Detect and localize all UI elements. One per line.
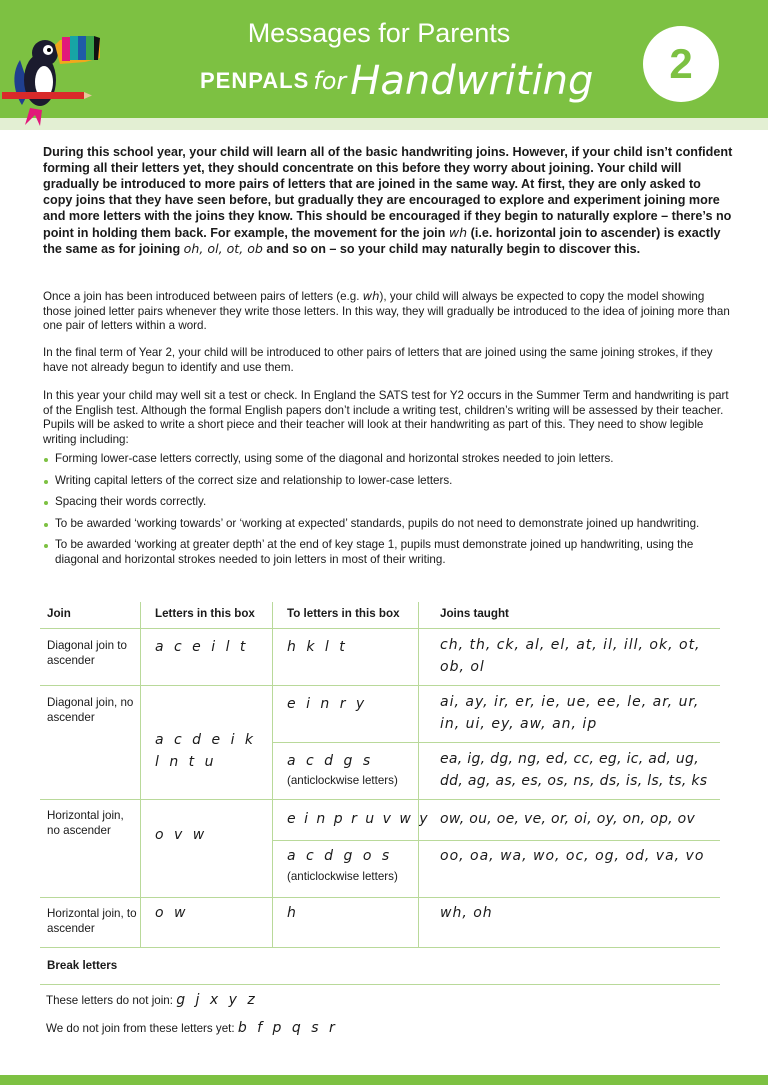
no-join-label: These letters do not join: [46,994,173,1007]
divider [140,602,141,947]
from-letters: a c e i l t [155,639,249,655]
intro-text: (i.e. horizontal join to ascender) is exactly the same as for joining [43,225,721,257]
join-type: Horizontal join, no ascender [47,809,124,837]
divider [418,602,419,947]
brand-subject: Handwriting [350,58,594,104]
divider [272,602,273,947]
page-title: Messages for Parents [247,18,511,48]
column-header-joins: Joins taught [440,607,509,620]
to-letters: h [287,905,297,921]
list-item: Writing capital letters of the correct size and relationship to lower-case letters. [43,474,733,489]
from-letters: o v w [155,827,208,843]
divider [40,685,720,686]
paragraph-text: Once a join has been introduced between pairs of letters (e.g. [43,290,363,303]
year-badge: 2 [643,26,719,102]
joins-taught: wh, oh [440,905,493,921]
no-join-letters: g j x y z [176,992,258,1008]
column-header-to: To letters in this box [287,607,400,620]
divider [40,984,720,985]
join-type: Diagonal join to ascender [47,639,127,667]
column-header-from: Letters in this box [155,607,255,620]
intro-text: and so on – so your child may naturally begin to discover this. [262,242,641,257]
not-yet-letters: b f p q s r [237,1020,338,1036]
footer-bar [0,1075,768,1085]
from-letters: a c d e i k l n t u [155,732,257,770]
list-item: Spacing their words correctly. [43,495,733,510]
to-letters: e i n r y [287,696,368,712]
brand-for: for [313,67,347,95]
no-join-row [46,993,258,1009]
joins-taught: ai, ay, ir, er, ie, ue, ee, le, ar, ur, in, ui, ey, aw, an, ip [440,694,700,732]
paragraph-sats: In this year your child may well sit a test or check. In England the SATS test for Y2 occurs in the Summer Term and handwriting is part of the English test. Although the formal English papers don’t include a writing test, children’s writing will be assessed by their teacher. Pupils will be asked to write a short piece and their teacher will look at their handwriting as part of this. They need to show legible writing including: [43,389,729,446]
divider [40,947,720,948]
handwriting-example: oh, ol, ot, ob [183,241,263,257]
divider [40,897,720,898]
brand-logo [200,58,593,104]
intro-text: During this school year, your child will learn all of the basic handwriting joins. However, if your child isn’t confident forming all their letters yet, they should concentrate on this before they worry about joining. Your child will gradually be introduced to more pairs of letters that are joined in the same way. At first, they are only asked to copy joins that they have seen before, but gradually they are encouraged to explore and experiment joining more and more letters with the joins they know. This should be encouraged if they begin to naturally explore – there’s no point in holding them back. For example, the movement for the join [43,145,733,240]
joins-taught: oo, oa, wa, wo, oc, og, od, va, vo [440,848,705,864]
to-letters: h k l t [287,639,348,655]
intro-paragraph [43,145,733,258]
to-letters-note: (anticlockwise letters) [287,774,398,787]
joins-taught: ow, ou, oe, ve, or, oi, oy, on, op, ov [440,811,696,827]
header-strip [0,118,768,130]
handwriting-example: wh [448,224,468,240]
divider [40,628,720,629]
paragraph-final-term: In the final term of Year 2, your child will be introduced to other pairs of letters that are joined using the same joining strokes, if they have not already begun to identify and use them. [43,346,713,374]
column-header-join: Join [47,607,71,620]
list-item: Forming lower-case letters correctly, using some of the diagonal and horizontal strokes needed to join letters. [43,452,733,467]
handwriting-example: wh [362,289,380,303]
list-item: To be awarded ‘working towards’ or ‘working at expected’ standards, pupils do not need to demonstrate joined up handwriting. [43,517,733,532]
brand-name: PENPALS [200,68,310,93]
joins-taught: ch, th, ck, al, el, at, il, ill, ok, ot, ob, ol [440,637,701,675]
divider [272,742,720,743]
to-letters: a c d g s [287,753,374,769]
paragraph-joins [43,289,733,334]
to-letters: a c d g o s [287,848,393,864]
break-letters-heading: Break letters [47,959,118,972]
divider [272,840,720,841]
not-yet-row [46,1021,338,1037]
divider [40,799,720,800]
join-type: Horizontal join, to ascender [47,907,137,935]
list-item: To be awarded ‘working at greater depth’ at the end of key stage 1, pupils must demonstrate joined up handwriting, using the diagonal and horizontal strokes needed to join letters in most of their writing. [43,538,733,567]
joins-taught: ea, ig, dg, ng, ed, cc, eg, ic, ad, ug, dd, ag, as, es, os, ns, ds, is, ls, ts, ks [440,751,708,789]
not-yet-label: We do not join from these letters yet: [46,1022,235,1035]
to-letters: e i n p r u v w y [287,811,430,827]
from-letters: o w [155,905,189,921]
paragraph-text: ), your child will always be expected to copy the model showing those joined letter pairs whenever they write those letters. In this way, they will gradually be introduced to the idea of joining more than one pair of letters within a word. [43,290,730,332]
to-letters-note: (anticlockwise letters) [287,870,398,883]
join-type: Diagonal join, no ascender [47,696,134,724]
requirements-list [43,452,733,574]
